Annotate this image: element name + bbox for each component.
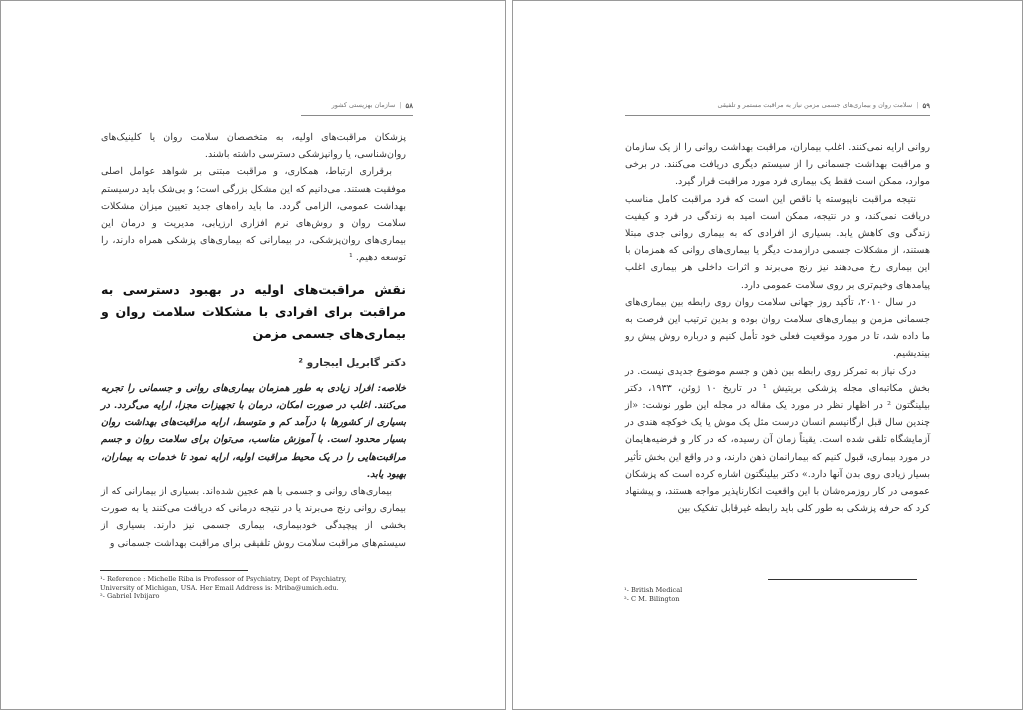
article-author: دکتر گابریل ایبجارو ² (298, 356, 406, 369)
header-separator: | (916, 101, 919, 109)
footnote: ²- C M. Bilington (624, 594, 680, 603)
paragraph: پزشکان مراقبت‌های اولیه، به متخصصان سلامت روان یا کلینیک‌های روان‌شناسی، یا روانپزشکی دسترسی داشته باشند. (101, 132, 406, 161)
left-footnotes (100, 575, 400, 601)
paragraph: درک نیاز به تمرکز روی رابطه بین ذهن و جسم موضوع جدیدی نیست. در بخش مکاتبه‌ای مجله پزشکی بریتیش ¹ در تاریخ ۱۰ ژوئن، ۱۹۳۳، دکتر بیلینگتون ² در اظهار نظر در مورد یک مقاله در مجله این طور نوشت: «از چندین سال قبل ارگانیسم انسان درست مثل یک موش یا یک خوکچه هندی در آزمایشگاه تلقی شده است. یقیناً زمان آن رسیده، که در کار و فرضیه‌هایمان در مورد بیماری، قبول کنیم که بیمارانمان ذهن دارند، و در واقع این بخش تأثیر بسیار زیادی روی بدن آنها دارد.» دکتر بیلینگتون اشاره کرده است که پزشکان عمومی در کار روزمره‌شان با این واقعیت انکارناپذیر مواجه هستند، و پیشنهاد کرد که حرفه پزشکی به طور کلی باید رابطه غیرقابل تفکیک بین (625, 365, 930, 515)
running-title: سازمان بهزیستی کشور (331, 101, 396, 109)
page-number: ۵۸ (405, 101, 413, 110)
right-page-header (625, 101, 930, 116)
paragraph: برقراری ارتباط، همکاری، و مراقبت مبتنی بر شواهد عوامل اصلی موفقیت هستند. می‌دانیم که این مشکل بزرگی است؛ و بی‌شک باید درسیستم بهداشت عمومی، الزامی گردد. ما باید راه‌های جدید تعیین میزان مشکلات سلامت روان و روش‌های نرم افزاری ارزیابی، مدیریت و درمان این بیماری‌های روان‌پزشکی، در بیمارانی که بیماری‌های پزشکی همراه دارند، را توسعه دهیم. ¹ (101, 166, 406, 264)
left-page-header (301, 101, 413, 116)
article-abstract: خلاصه: افراد زیادی به طور همزمان بیماری‌های روانی و جسمانی را تجربه می‌کنند. اغلب در صورت امکان، درمان با تجهیزات مجزا، ارایه می‌گردد. در بسیاری از کشورها با درآمد کم و متوسط، ارایه مراقبت‌های بهداشت روان بسیار محدود است. با آموزش مناسب، می‌توان برای سلامت روان و جسم مراقبت‌هایی را در یک محیط مراقبت اولیه، ارایه نمود تا خدمات به بیماران، بهبود یابد. (101, 382, 406, 480)
left-page (0, 0, 506, 710)
paragraph: روانی ارایه نمی‌کنند. اغلب بیماران، مراقبت بهداشت روانی را از یک سازمان و مراقبت بهداشت جسمانی را از سیستم دیگری دریافت می‌کنند. در برخی موارد، ممکن است فقط یک بیماری فرد مورد مراقبت قرار گیرد. (625, 142, 930, 188)
left-page-body (101, 129, 406, 552)
footnote-rule (100, 570, 248, 571)
paragraph: در سال ۲۰۱۰، تأکید روز جهانی سلامت روان روی رابطه بین بیماری‌های جسمانی مزمن و بیماری‌های سلامت روان بوده و بدین ترتیب این فرصت به ما داده شد، تا در مورد موقعیت فعلی خود تأمل کنیم و درباره روش پیش رو بیندیشیم. (625, 296, 930, 360)
page-number: ۵۹ (922, 101, 930, 110)
footnote-rule (768, 579, 917, 580)
right-page-body (625, 139, 930, 517)
paragraph: نتیجه مراقبت ناپیوسته یا ناقص این است که فرد مراقبت کامل مناسب دریافت نمی‌کند، و در نتیجه، ممکن است امید به زندگی در فرد و کیفیت زندگی وی کاهش یابد. بسیاری از افرادی که به بیماری روانی جدی مبتلا هستند، از مشکلات جسمی درازمدت دیگر یا بیماری‌های روانی که همزمان با این بیماری رخ می‌دهند نیز رنج می‌برند و اثرات داخلی هر بیماری اغلب پیامدهای وخیم‌تری بر روی سلامت عمومی دارد. (625, 193, 930, 291)
footnote: ²- Gabriel Ivbijaro (100, 592, 160, 601)
right-page (512, 0, 1023, 710)
running-title: سلامت روان و بیماری‌های جسمی مزمن نیاز به مراقبت مستمر و تلفیقی (717, 101, 913, 109)
footnote: ¹- Reference : Michelle Riba is Professor of Psychiatry, Dept of Psychiatry, (100, 575, 347, 583)
header-separator: | (399, 101, 402, 109)
paragraph: بیماری‌های روانی و جسمی با هم عجین شده‌اند. بسیاری از بیمارانی که از بیماری روانی رنج می‌برند یا در نتیجه درمانی که دریافت می‌کنند یا به صورت بخشی از پیچیدگی خودبیماری، بیماری جسمی نیز دارند. بسیاری از سیستم‌های مراقبت سلامت روش تلفیقی برای مراقبت بهداشت جسمانی و (101, 486, 406, 549)
footnote: University of Michigan, USA. Her Email Address is: Mriba@umich.edu. (100, 583, 339, 592)
article-title: نقش مراقبت‌های اولیه در بهبود دسترسی به مراقبت برای افرادی با مشکلات سلامت روان و بیماری‌های جسمی مزمن (101, 281, 406, 341)
right-footnotes (624, 586, 824, 603)
footnote: ¹- British Medical (624, 586, 683, 594)
